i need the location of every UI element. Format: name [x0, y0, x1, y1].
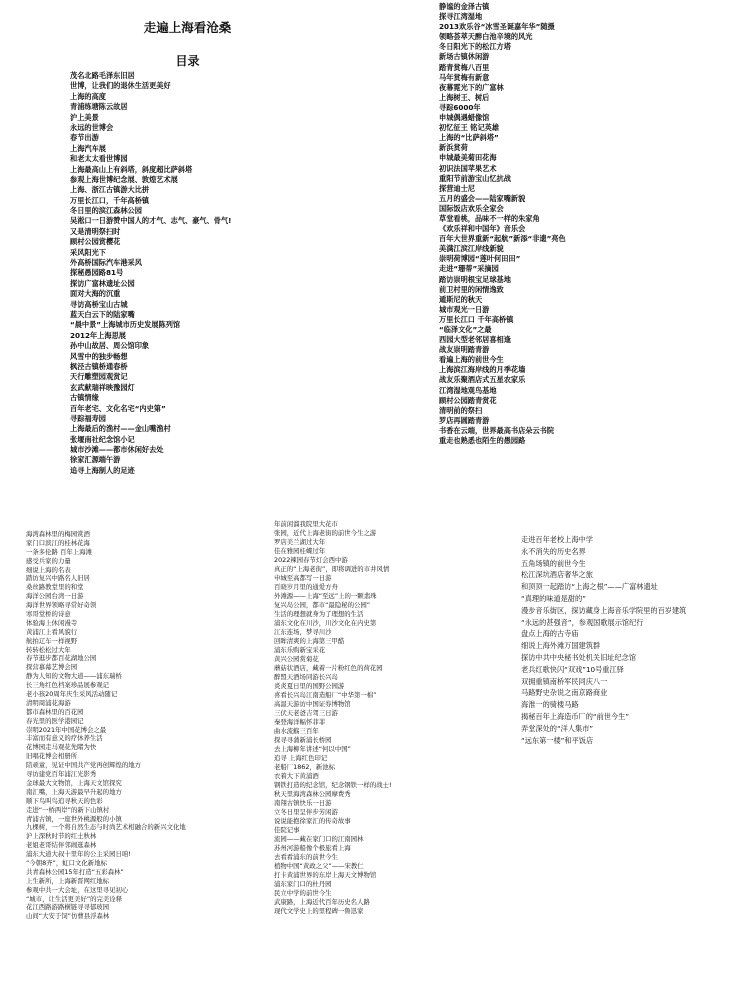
toc-entry: 流园——藏在家门口的江南园林	[274, 835, 364, 843]
toc-list	[26, 530, 246, 921]
toc-entry: “晨中景”上海城市历史发展陈列馆	[70, 320, 181, 330]
toc-entry: 万里长江口，千年高桥镇	[70, 195, 150, 205]
toc-entry: 外高桥国际汽车港采风	[70, 258, 142, 268]
toc-list	[521, 534, 747, 746]
toc-entry: 秋天里海湾森林公园摩费秀	[274, 790, 351, 798]
toc-entry: 打卡黄浦世界的东岸上海天文博物馆	[274, 871, 377, 879]
toc-entry: 旧唱花博会相册所	[26, 752, 78, 761]
toc-entry: 茂名北路毛泽东旧居	[70, 71, 135, 80]
toc-entry: 罗店美兰湖过大年	[274, 538, 326, 546]
toc-entry: 申城偶遇蜡像馆	[439, 113, 490, 123]
toc-entry: 国际饭店欢乐全家会	[439, 203, 504, 213]
toc-entry: 老兵红歌快闪“双戏”10号重江驿	[521, 664, 624, 674]
toc-entry: 春节出游	[70, 133, 99, 143]
toc-entry: 细说上海的名表	[26, 565, 71, 574]
toc-entry: 遁斯尼的秋天	[439, 294, 483, 304]
toc-entry: 黄兴公园赏菊花	[274, 655, 319, 663]
toc-entry: 重走也熟悉也陌生的愚园路	[439, 436, 526, 446]
toc-entry: 松江深坑酒店奢华之旅	[521, 570, 593, 580]
document-page-1	[0, 0, 375, 508]
toc-entry: 冬日阳光下的松江方塔	[439, 42, 511, 52]
toc-entry: 曲水流觞三百年	[274, 727, 319, 735]
toc-entry: 花博园走马观花先睹为快	[26, 743, 97, 752]
toc-entry: 老船厂1862，新池标	[274, 763, 335, 771]
toc-entry: 探访中共中央秘书处机关旧址纪念馆	[521, 652, 637, 662]
toc-entry: 江湾湿地观鸟基地	[439, 385, 497, 395]
toc-entry: 一条多伦路 百年上海滩	[26, 547, 92, 556]
toc-entry: 书香在云端，世界最高书店朵云书院	[439, 425, 555, 435]
toc-entry: 面对大海的沉重	[70, 289, 121, 299]
toc-entry: 顾村公园赏樱花	[70, 237, 121, 247]
toc-entry: 又是清明祭扫时	[70, 226, 121, 236]
toc-entry: 城市观光一日游	[439, 304, 490, 314]
toc-entry: 世博，让我们的退休生活更美好	[70, 81, 171, 91]
toc-entry: 孙中山故居、周公馆印象	[70, 341, 150, 351]
toc-entry: 古镇情缘	[70, 393, 99, 403]
toc-entry: 万里长江口 千年高桥镇	[439, 314, 514, 324]
toc-entry: 民立中学的前世今生	[274, 889, 332, 897]
toc-entry: 细说上海外滩万国建筑群	[521, 641, 601, 651]
toc-entry: 永远的世博会	[70, 122, 114, 132]
toc-entry: 百年大世界重新“起航”新添“非遗”亮色	[439, 234, 566, 244]
toc-entry: 百晓岁月里的通爱方舟	[274, 583, 338, 591]
toc-entry: 探寻寻蒲新浦长桥园	[274, 736, 332, 744]
toc-entry: 永不消失的历史名界	[521, 546, 586, 556]
toc-entry: 上海最高山上有斜塔，斜度超比萨斜塔	[70, 164, 193, 174]
toc-heading: 目录	[175, 54, 200, 68]
toc-entry: 高温天游访中国证券博物馆	[274, 700, 351, 708]
toc-entry: 五月的盛会——陆家嘴新貌	[439, 193, 526, 203]
toc-entry: 战友乐聚酒店式五星农家乐	[439, 375, 526, 385]
toc-entry: 探营慕幕艺博会园	[26, 663, 78, 672]
toc-entry: 江东连场，梦寻川沙	[274, 628, 332, 636]
toc-entry: 参观中共一大会址，在这里寻见初心	[26, 885, 129, 894]
toc-entry: 山间“大安于饲”仿曹县浮森林	[26, 912, 110, 921]
toc-entry: 玄武献瑞祥映豫园灯	[70, 382, 135, 392]
toc-entry: 浦东乐购新宝采花	[274, 646, 326, 654]
toc-entry: 寻踪福寿园	[70, 413, 106, 423]
toc-entry: 海湾森林里的梅园赏酒	[26, 530, 90, 538]
toc-entry: 真正的“上海老街”，即将调进的市井风情	[274, 565, 390, 573]
toc-entry: 新场古镇休闲游	[439, 52, 490, 62]
toc-entry: 《欢乐祥和中国年》音乐会	[439, 224, 526, 234]
toc-entry: 弄堂深处的“洋人集市”	[521, 723, 594, 733]
toc-entry: 上海的高度	[70, 91, 106, 101]
toc-entry: 钢铁打造的纪念馆，纪念钢铁一样的战士!	[274, 781, 392, 789]
toc-entry: 三伏天老爸吉驾三日游	[274, 709, 338, 717]
toc-entry: “临泽文化”之最	[439, 325, 492, 334]
toc-entry: 南翔古镇快乐一日游	[274, 799, 332, 807]
toc-entry: 黄浦江上看风貌行	[26, 627, 78, 636]
toc-entry: 南汇嘴，上海天游最早升起的地方	[26, 787, 122, 796]
toc-entry: 春节逛步都百花湖地公园	[26, 654, 97, 663]
toc-entry: 寒哥堂桥的诗意	[26, 610, 71, 619]
toc-entry: 苏州河游船像个极旅看上海	[274, 844, 351, 852]
toc-entry: 探访广富林遗址公园	[70, 278, 135, 288]
toc-entry: 五角场镇的前世今生	[521, 558, 586, 568]
toc-entry: 崇明荷博园“莲叶何田田”	[439, 254, 521, 264]
toc-entry: 城市沙滩——都市休闲好去处	[70, 445, 164, 455]
toc-entry: 上海树王、树后	[439, 92, 490, 102]
document-title: 走遍上海看沧桑	[143, 20, 232, 35]
toc-entry: 桑丝路教堂里的和堂	[26, 583, 84, 592]
toc-entry: 花江西路游路横链寻寻郁玻园	[26, 903, 110, 912]
toc-entry: 寻访建党百年浦江光影秀	[26, 770, 97, 779]
toc-entry: 现代文学史上的里程碑一鲁迅家	[274, 907, 364, 915]
toc-entry: 长三角红色档案珍品展参观记	[26, 681, 110, 690]
toc-entry: 美满江滨江岸线新貌	[439, 244, 504, 254]
toc-entry: 炎炎夏日里的国野公园游	[274, 682, 345, 690]
toc-entry: 新浜赏荷	[439, 143, 468, 153]
toc-entry: 复兴岛公园，都市“最隐秘的公园”	[274, 601, 371, 609]
toc-entry: 初忆征王 铭记英雄	[439, 123, 500, 133]
toc-entry: 海洋世界领略寻常好奇领	[26, 601, 97, 610]
toc-entry: 上海滨江海岸线的月季花墙	[439, 365, 526, 375]
toc-entry: 说说能抱徐家汇的传奇故事	[274, 817, 351, 825]
toc-entry: 采风阳光下	[70, 247, 106, 257]
toc-entry: 寻访高桥宝山古城	[70, 299, 128, 309]
toc-entry: 浦东大道大叔十里年的公主采园日咱!	[26, 850, 131, 859]
toc-entry: 踏访崇明根宝足球基地	[439, 274, 511, 284]
toc-entry: 外滩源——上海“至远”上的一颗翡珠	[274, 592, 377, 600]
document-page-5	[500, 512, 750, 1000]
toc-entry: 马路野史杂说之南京路商业	[521, 688, 608, 698]
toc-list	[439, 2, 739, 446]
toc-entry: 双拥重镇南桥军民同庆八一	[521, 676, 608, 686]
toc-entry: 武康路，上海近代百年历史名人路	[274, 898, 370, 906]
toc-entry: 风雪中的独步畅想	[70, 351, 128, 361]
toc-entry: 西园大型老邻居喜相逢	[439, 335, 511, 345]
toc-entry: 2012年上海思展	[70, 330, 126, 340]
toc-list	[70, 71, 370, 476]
toc-entry: 百年老宅、文化名宅“内史第”	[70, 403, 166, 413]
toc-entry: 顺下鸟叫鸟追寻秋天的色彩	[26, 796, 103, 805]
toc-entry: 张园，近代上海老街的前世今生之游	[274, 529, 377, 537]
toc-entry: 寻踪6000年	[439, 102, 481, 112]
toc-entry: 和老太太看世博园	[70, 154, 128, 164]
toc-entry: 走进“一桥两岸”的新下山镇村	[26, 805, 110, 814]
toc-entry: 佳在雅园桂蝶过年	[274, 547, 326, 555]
toc-entry: 喜看长兴岛江南造船厂“中华第一棉”	[274, 691, 377, 699]
toc-entry: 生活的理想就身为了理想的生活	[274, 610, 364, 618]
toc-entry: 探秘愚园路81号	[70, 268, 124, 278]
toc-entry: 浦东家门口的杜丹园	[274, 880, 332, 888]
toc-entry: 揭秘百年上海造币厂的“前世今生”	[521, 711, 630, 721]
toc-entry: 盘点上海的古寺庙	[521, 629, 579, 639]
toc-entry: 漫步音乐街区，探访藏身上海音乐学院里的百岁建筑	[521, 605, 687, 615]
toc-entry: 吴淞口一日游赞中国人的才气、志气、豪气、骨气!	[70, 216, 232, 226]
toc-entry: 回眸清爽的上海第三甲酷	[274, 637, 345, 645]
toc-entry: 上海汽车展	[70, 143, 106, 153]
toc-entry: 申城最美菊田花海	[439, 153, 497, 163]
toc-entry: 草堂看桃，品味不一样的朱家角	[439, 213, 540, 223]
toc-entry: 体验海上休闲漫寺	[26, 618, 78, 627]
toc-entry: 海洋公园台湾一日游	[26, 592, 84, 601]
toc-entry: 2013欢乐谷“冰雪圣诞嘉年华”随摄	[439, 22, 555, 32]
toc-entry: 罗店再圆踏青游	[439, 415, 490, 425]
document-page-2	[375, 0, 750, 508]
toc-entry: 上海、浙江古镇游大比拼	[70, 185, 150, 195]
toc-entry: 共青森林公园15年打造“五彩森林”	[26, 867, 124, 876]
toc-entry: 蘑菇状酒店，藏着一片粉红色的荷花园	[274, 664, 383, 672]
toc-entry: “永远的甚强音”，参观国歌展示馆纪行	[521, 617, 644, 627]
toc-entry: 追寻上海制人的足迹	[70, 465, 135, 475]
toc-entry: 丰富而有意义的疗休养生活	[26, 734, 103, 743]
toc-entry: 秦登海洋幅怀菲菲	[274, 718, 326, 726]
toc-entry: 立冬日里呈伴步芳闲游	[274, 808, 338, 816]
toc-entry: “真理的味道是甜的”	[521, 593, 586, 603]
toc-entry: 顾村公园踏青赏花	[439, 395, 497, 405]
toc-entry: 静为人知的文物大道——浦东瑞桥	[26, 672, 122, 681]
toc-entry: 沪上美景	[70, 112, 99, 122]
toc-entry: 春光里的医学港园记	[26, 716, 84, 725]
toc-entry: 都市森林里的百花园	[26, 707, 84, 716]
toc-entry: 上生新所，上海新晋网红地标	[26, 876, 110, 885]
toc-entry: 老小孩20周年庆生采风活动随记	[26, 690, 118, 699]
toc-entry: 去上海柳年讲述“何以中国”	[274, 745, 351, 753]
toc-entry: 徐家汇源端午游	[70, 455, 121, 465]
toc-entry: 去看看浦东的前世今生	[274, 853, 338, 861]
toc-entry: 踏访复兴中路名人旧居	[26, 574, 90, 583]
toc-entry: 陪顽童，见证中国共产党再创辉煌的地方	[26, 761, 142, 770]
toc-entry: 枫泾古镇桥通春桥	[70, 361, 128, 371]
toc-entry: 静谧的金泽古镇	[439, 2, 490, 11]
toc-entry: 衣着大下黄浦酒	[274, 772, 319, 780]
toc-entry: 追寻 上海红色印记	[274, 754, 328, 762]
toc-entry: 和顶顶一起踏访“上海之根”——广富林遗址	[521, 582, 658, 592]
toc-entry: 马年赏梅有新意	[439, 72, 490, 82]
toc-entry: 探营迪士尼	[439, 183, 475, 193]
toc-entry: 清明前的祭扫	[439, 405, 483, 415]
toc-entry: 走进百年老校上海中学	[521, 535, 593, 544]
toc-entry: 战友崇明踏青游	[439, 345, 490, 355]
toc-entry: 上海的“比萨斜塔”	[439, 133, 499, 143]
document-page-4	[250, 512, 500, 1000]
toc-entry: 看遍上海的前世今生	[439, 355, 504, 365]
toc-entry: “远东第一楼”和平饭店	[521, 735, 594, 745]
toc-entry: 2022辣园春节灯会西中游	[274, 556, 348, 564]
toc-entry: 踏青赏梅八百里	[439, 62, 490, 72]
toc-list	[274, 520, 496, 916]
toc-entry: 夜幕霓光下的广富林	[439, 82, 504, 92]
toc-entry: 申城至高都写一日游	[274, 574, 332, 582]
toc-entry: 崇明2021年中国花博会之最	[26, 725, 107, 734]
toc-entry: 张堰南社纪念馆小记	[70, 434, 135, 444]
toc-entry: 青浦古镇，一座世外桃源般的小镇	[26, 814, 122, 823]
toc-entry: 转转松松过大年	[26, 645, 71, 654]
toc-entry: 天行雕塑园观赏记	[70, 372, 128, 382]
toc-entry: 青浦练塘陈云故居	[70, 102, 128, 112]
toc-entry: 航拍辽车一样视野	[26, 636, 78, 645]
toc-entry: “今朝8齐”，虹口文化新地标	[26, 858, 107, 867]
toc-entry: 醉盟天酒场同游长兴岛	[274, 673, 338, 681]
toc-entry: 前卫村里的闲情逸致	[439, 284, 504, 294]
toc-entry: 年前闲溜我院里大花市	[274, 520, 338, 528]
toc-entry: 蓝天白云下的陆家嘴	[70, 309, 135, 319]
toc-entry: 走进“珊蒂”采摘园	[439, 264, 499, 274]
toc-entry: 冬日里的滨江森林公园	[70, 206, 142, 216]
toc-entry: 九棵树，一个将自然生态与时尚艺术相融合的新兴文化地	[26, 823, 186, 832]
toc-entry: 金球最大文物馆，上海天文馆探究	[26, 778, 122, 787]
toc-entry: 探寻江湾湿地	[439, 12, 483, 22]
toc-entry: 沪上深秋时节的红土秋林	[26, 832, 97, 841]
toc-entry: 清明周浦花海游	[26, 698, 71, 707]
toc-entry: 初识法国苹果艺术	[439, 163, 497, 173]
toc-entry: “城市，让生活更美好”的完美诠释	[26, 894, 123, 903]
toc-entry: 海淮一的骑楼马路	[521, 700, 579, 710]
toc-entry: 植物中国“黄政之父”——宋教仁	[274, 862, 364, 870]
document-page-3	[0, 520, 250, 1000]
toc-entry: 重阳节前游宝山忆抗战	[439, 173, 511, 183]
toc-entry: 领略荟萃天醉白池辛境的风光	[439, 32, 533, 42]
toc-entry: 家门口滨江的桂林花海	[26, 538, 90, 547]
toc-entry: 老姐老哥结伴邻闹逛森林	[26, 841, 97, 850]
toc-entry: 浦东文化在川沙，川沙文化在内史第	[274, 619, 377, 627]
toc-entry: 参观上海世博纪念展、敦煌艺术展	[70, 174, 178, 184]
toc-entry: 感受兵家的力量	[26, 556, 71, 565]
toc-entry: 佳院记事	[274, 826, 300, 834]
toc-entry: 上海最后的渔村——金山嘴渔村	[70, 424, 171, 434]
